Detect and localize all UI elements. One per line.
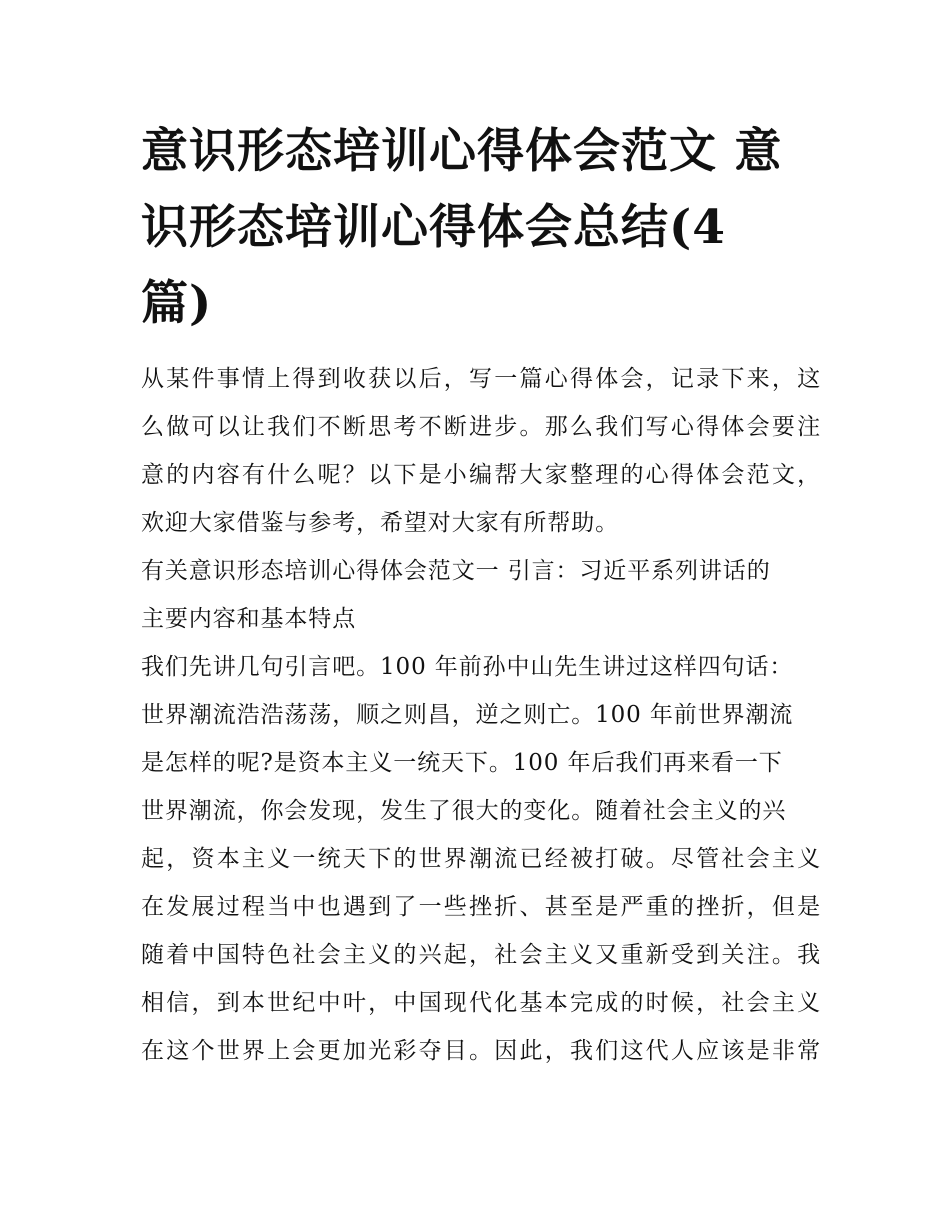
document-title: [141, 114, 821, 342]
body-line: 从某件事情上得到收获以后，写一篇心得体会，记录下来，这: [141, 366, 821, 392]
body-line: 欢迎大家借鉴与参考，希望对大家有所帮助。: [141, 510, 619, 536]
body-line: 在这个世界上会更加光彩夺目。因此，我们这代人应该是非常: [141, 1038, 821, 1064]
body-line: 随着中国特色社会主义的兴起，社会主义又重新受到关注。我: [141, 942, 821, 968]
body-line: 世界潮流，你会发现，发生了很大的变化。随着社会主义的兴: [141, 798, 787, 824]
body-line: 意的内容有什么呢？以下是小编帮大家整理的心得体会范文，: [141, 462, 821, 488]
body-line: 有关意识形态培训心得体会范文一 引言：习近平系列讲话的: [141, 558, 771, 584]
title-line-3: 篇): [141, 276, 213, 331]
document-body: [141, 355, 821, 1075]
body-line: 起，资本主义一统天下的世界潮流已经被打破。尽管社会主义: [141, 846, 821, 872]
body-line: 是怎样的呢?是资本主义一统天下。100 年后我们再来看一下: [141, 750, 783, 776]
body-line: 在发展过程当中也遇到了一些挫折、甚至是严重的挫折，但是: [141, 894, 821, 920]
body-line: 世界潮流浩浩荡荡，顺之则昌，逆之则亡。100 年前世界潮流: [141, 702, 794, 728]
body-line: 我们先讲几句引言吧。100 年前孙中山先生讲过这样四句话：: [141, 654, 794, 680]
body-line: 么做可以让我们不断思考不断进步。那么我们写心得体会要注: [141, 414, 821, 440]
title-line-2: 识形态培训心得体会总结(4: [141, 200, 726, 255]
body-line: 相信，到本世纪中叶，中国现代化基本完成的时候，社会主义: [141, 990, 821, 1016]
body-line: 主要内容和基本特点: [141, 606, 357, 632]
title-line-1: 意识形态培训心得体会范文 意: [141, 124, 783, 179]
